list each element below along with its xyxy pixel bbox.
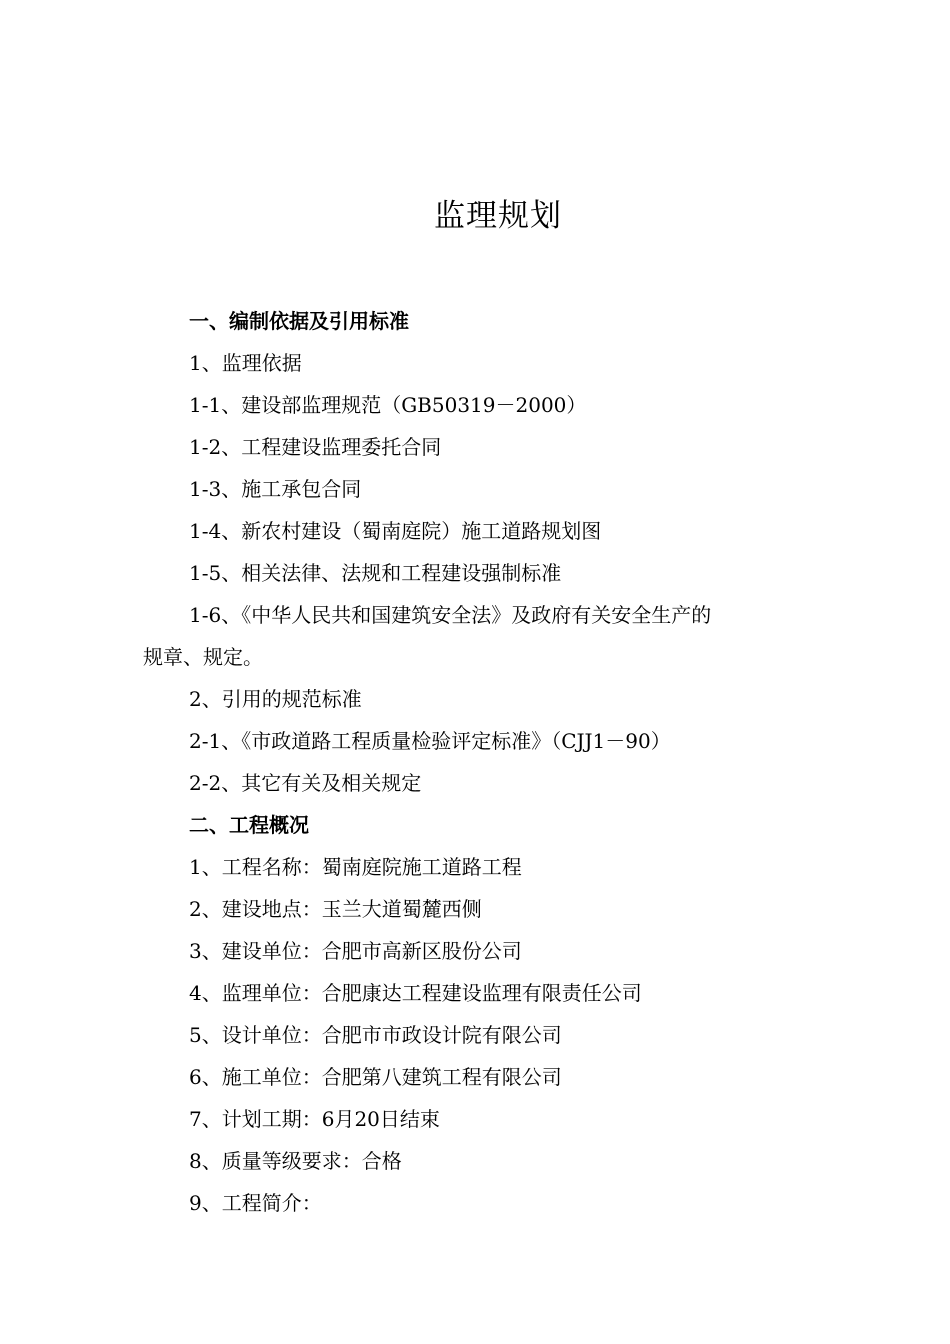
paragraph-line: 1-2、工程建设监理委托合同 xyxy=(189,435,442,459)
paragraph-line: 2、引用的规范标准 xyxy=(189,687,362,711)
section-heading-2: 二、工程概况 xyxy=(189,813,309,837)
paragraph-line: 6、施工单位：合肥第八建筑工程有限公司 xyxy=(189,1065,562,1089)
section-heading-1: 一、编制依据及引用标准 xyxy=(189,309,409,333)
paragraph-line: 3、建设单位：合肥市高新区股份公司 xyxy=(189,939,522,963)
paragraph-line: 1、工程名称：蜀南庭院施工道路工程 xyxy=(189,855,522,879)
paragraph-line: 1、监理依据 xyxy=(189,351,302,375)
paragraph-line: 8、质量等级要求：合格 xyxy=(189,1149,402,1173)
paragraph-line: 1-5、相关法律、法规和工程建设强制标准 xyxy=(189,561,562,585)
document-title: 监理规划 xyxy=(434,198,562,234)
paragraph-continuation-line: 规章、规定。 xyxy=(143,645,263,669)
paragraph-line: 2-2、其它有关及相关规定 xyxy=(189,771,422,795)
paragraph-line: 1-3、施工承包合同 xyxy=(189,477,362,501)
paragraph-line: 9、工程简介： xyxy=(189,1191,322,1215)
paragraph-line: 1-6、《中华人民共和国建筑安全法》及政府有关安全生产的 xyxy=(189,603,712,627)
paragraph-line: 7、计划工期：6月20日结束 xyxy=(189,1107,440,1131)
paragraph-line: 2、建设地点：玉兰大道蜀麓西侧 xyxy=(189,897,482,921)
paragraph-line: 4、监理单位：合肥康达工程建设监理有限责任公司 xyxy=(189,981,642,1005)
paragraph-line: 2-1、《市政道路工程质量检验评定标准》（CJJ1－90） xyxy=(189,729,671,753)
paragraph-line: 1-1、建设部监理规范（GB50319－2000） xyxy=(189,393,587,417)
paragraph-line: 1-4、新农村建设（蜀南庭院）施工道路规划图 xyxy=(189,519,602,543)
document-body xyxy=(143,300,823,1224)
paragraph-line: 5、设计单位：合肥市市政设计院有限公司 xyxy=(189,1023,562,1047)
